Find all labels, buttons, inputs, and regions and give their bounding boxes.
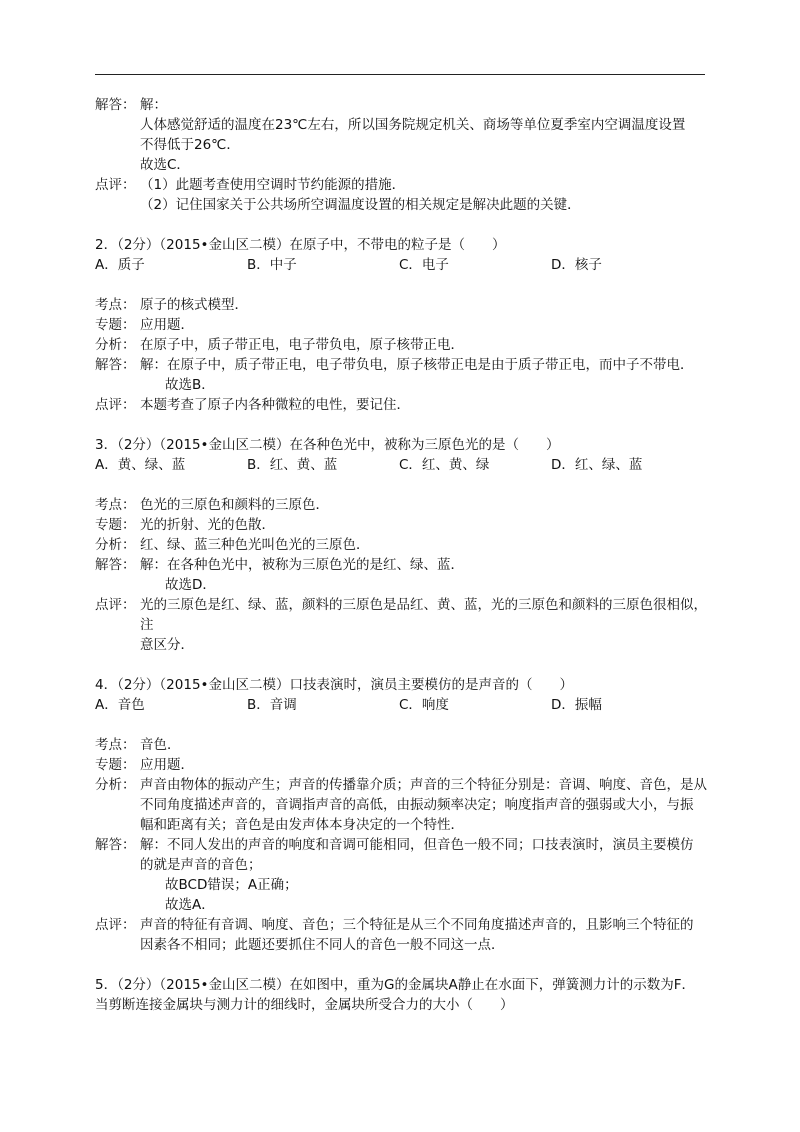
category-text: 应用题．	[140, 757, 194, 773]
question-stem: 5．（2分）（2015•金山区二模）在如图中，重为G的金属块A静止在水面下，弹簧测力计的示数为F．	[95, 977, 695, 993]
comment-line: （1）此题考查使用空调时节约能源的措施．	[140, 177, 406, 193]
comment-label: 点评：	[95, 397, 136, 413]
question-stem: 3．（2分）（2015•金山区二模）在各种色光中，被称为三原色光的是（ ）	[95, 437, 560, 453]
answer-line: 的就是声音的音色；	[140, 857, 262, 873]
comment-label: 点评：	[95, 917, 136, 933]
comment-line: （2）记住国家关于公共场所空调温度设置的相关规定是解决此题的关键．	[140, 197, 581, 213]
option-a: A．音色	[95, 697, 145, 713]
category-label: 专题：	[95, 317, 136, 333]
header-rule	[95, 74, 705, 75]
comment-line: 意区分．	[140, 637, 194, 653]
topic-text: 色光的三原色和颜料的三原色．	[140, 497, 329, 513]
option-list	[95, 695, 710, 715]
analysis-text: 在原子中，质子带正电，电子带负电，原子核带正电．	[140, 337, 464, 353]
comment-line: 声音的特征有音调、响度、音色；三个特征是从三个不同角度描述声音的，且影响三个特征的	[140, 917, 694, 933]
question-3	[95, 435, 710, 655]
answer-label: 解答：	[95, 557, 136, 573]
option-a: A．质子	[95, 257, 145, 273]
answer-label: 解答：	[95, 837, 136, 853]
analysis-text: 不同角度描述声音的，音调指声音的高低，由振动频率决定；响度指声音的强弱或大小，与振	[140, 797, 694, 813]
analysis-label: 分析：	[95, 777, 136, 793]
analysis-label: 分析：	[95, 337, 136, 353]
analysis-text: 声音由物体的振动产生；声音的传播靠介质；声音的三个特征分别是：音调、响度、音色，是从	[140, 777, 707, 793]
category-text: 光的折射、光的色散．	[140, 517, 275, 533]
question-4	[95, 675, 710, 955]
answer-label: 解答：	[95, 97, 136, 113]
category-label: 专题：	[95, 517, 136, 533]
answer-line: 解：	[140, 97, 167, 113]
option-b: B．中子	[247, 257, 297, 273]
option-d: D．核子	[551, 257, 602, 273]
answer-line: 故BCD错误；A正确；	[165, 877, 298, 893]
answer-line: 解：在各种色光中，被称为三原色光的是红、绿、蓝．	[140, 557, 464, 573]
document-content	[95, 95, 710, 1015]
question-stem: 4．（2分）（2015•金山区二模）口技表演时，演员主要模仿的是声音的（ ）	[95, 677, 573, 693]
answer-label: 解答：	[95, 357, 136, 373]
question-stem: 当剪断连接金属块与测力计的细线时，金属块所受合力的大小（ ）	[95, 997, 514, 1013]
question-2	[95, 235, 710, 415]
option-b: B．红、黄、蓝	[247, 457, 338, 473]
option-c: C．响度	[399, 697, 449, 713]
question-stem: 2．（2分）（2015•金山区二模）在原子中，不带电的粒子是（ ）	[95, 237, 506, 253]
option-c: C．电子	[399, 257, 449, 273]
topic-label: 考点：	[95, 297, 136, 313]
comment-line: 本题考查了原子内各种微粒的电性，要记住．	[140, 397, 410, 413]
comment-line: 因素各不相同；此题还要抓住不同人的音色一般不同这一点．	[140, 937, 505, 953]
answer-line: 故选A．	[165, 897, 215, 913]
question-5	[95, 975, 710, 1015]
comment-label: 点评：	[95, 597, 136, 613]
option-c: C．红、黄、绿	[399, 457, 490, 473]
topic-label: 考点：	[95, 737, 136, 753]
topic-text: 原子的核式模型．	[140, 297, 248, 313]
answer-line: 解：不同人发出的声音的响度和音调可能相同，但音色一般不同；口技表演时，演员主要模仿	[140, 837, 694, 853]
option-b: B．音调	[247, 697, 297, 713]
answer-line: 故选C．	[140, 157, 190, 173]
category-text: 应用题．	[140, 317, 194, 333]
analysis-label: 分析：	[95, 537, 136, 553]
comment-label: 点评：	[95, 177, 136, 193]
answer-line: 人体感觉舒适的温度在23℃左右，所以国务院规定机关、商场等单位夏季室内空调温度设置	[140, 117, 686, 133]
q1-solution	[95, 95, 710, 215]
analysis-text: 幅和距离有关；音色是由发声体本身决定的一个特性．	[140, 817, 464, 833]
analysis-text: 红、绿、蓝三种色光叫色光的三原色．	[140, 537, 370, 553]
category-label: 专题：	[95, 757, 136, 773]
topic-label: 考点：	[95, 497, 136, 513]
answer-line: 故选D．	[165, 577, 216, 593]
option-a: A．黄、绿、蓝	[95, 457, 186, 473]
option-d: D．振幅	[551, 697, 602, 713]
option-list	[95, 455, 710, 475]
option-d: D．红、绿、蓝	[551, 457, 643, 473]
answer-line: 故选B．	[165, 377, 215, 393]
option-list	[95, 255, 710, 275]
answer-line: 不得低于26℃．	[140, 137, 240, 153]
topic-text: 音色．	[140, 737, 181, 753]
answer-line: 解：在原子中，质子带正电，电子带负电，原子核带正电是由于质子带正电，而中子不带电．	[140, 357, 694, 373]
comment-line: 光的三原色是红、绿、蓝，颜料的三原色是品红、黄、蓝，光的三原色和颜料的三原色很相似，注	[140, 597, 707, 633]
